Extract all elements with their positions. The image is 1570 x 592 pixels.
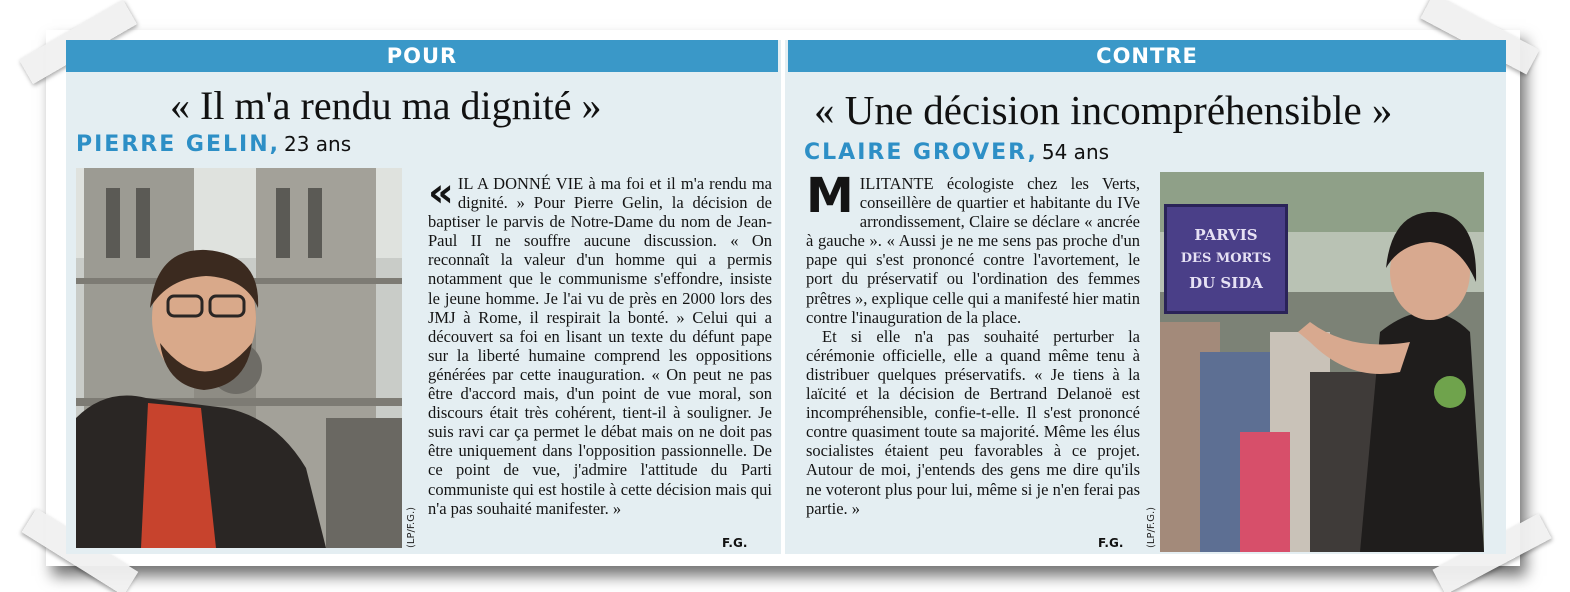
sign-line-2: DES MORTS [1180,251,1272,266]
photo-credit-left: (LP/F.G.) [406,506,417,548]
drop-cap: M [806,168,854,224]
photo-credit-right: (LP/F.G.) [1146,506,1157,548]
headline-left: « Il m'a rendu ma dignité » [170,83,602,128]
paragraph-left-1: IL A DONNÉ VIE à ma foi et il m'a rendu ma dignité. » Pour Pierre Gelin, la décision de baptiser le parvis de Notre-Dame du nom de Jean-Paul II ne souffre aucune discussion. « On reconnaît la valeur d'un homme qui a permis notamment que le communisme s'effondre, insiste le jeune homme. Je l'ai vu de près en 2000 lors des JMJ à Rome, il respirait la bonté. » Celui qui a découvert sa foi en lisant un texte du défunt pape sur la liberté humaine comprend les oppositions générées par cette inauguration. « On peut ne pas être d'accord mais, d'un point de vue moral, son discours était très cohérent, tient-il à souligner. Je suis ravi car ça permet le débat mais on ne doit pas être uniquement dans l'opposition passionnelle. De ce point de vue, j'admire l'attitude du Parti communiste qui est hostile à cette décision mais qui n'a pas souhaité manifester. » [428,174,772,518]
byline-left [76,132,351,157]
sign-line-1: PARVIS [1194,226,1258,244]
person-name-right: CLAIRE GROVER, [804,140,1038,165]
section-label-contre: CONTRE [788,40,1506,72]
signature-right: F.G. [1098,536,1124,550]
person-name-left: PIERRE GELIN, [76,132,280,157]
notre-dame-photo [76,168,402,548]
headline-right: « Une décision incompréhensible » [814,87,1393,133]
column-divider [781,40,785,554]
signature-left: F.G. [722,536,748,550]
section-label-pour: POUR [66,40,778,72]
article-body-left [428,170,772,518]
article-body-right [806,168,1140,518]
opening-quote-mark: « [428,170,454,216]
protest-sign [1164,204,1288,314]
byline-right [804,140,1109,165]
sign-line-3: DU SIDA [1189,274,1263,292]
photo-claire-grover [1160,172,1484,552]
person-age-right: 54 ans [1041,140,1110,164]
newspaper-clipping [66,40,1506,554]
person-age-left: 23 ans [283,132,352,156]
paragraph-right-1: ILITANTE écologiste chez les Verts, conseillère de quartier et habitante du IVe arrondissement, Claire se déclare « ancrée à gauche ». « Aussi je ne me sens pas proche d'un pape qui s'est prononcé contre l'avortement, le port du préservatif ou l'ordination des femmes prêtres », explique celle qui a manifesté hier matin contre l'inauguration de la place. [806,174,1140,327]
photo-pierre-gelin [76,168,402,548]
paragraph-right-2: Et si elle n'a pas souhaité perturber la cérémonie officielle, elle a quand même tenu à distribuer quelques préservatifs. « Je tiens à la laïcité et la décision de Bertrand Delanoë est incompréhensible, confie-t-elle. Il s'est prononcé contre quasiment toute sa majorité. Même les élus socialistes étaient peu favorables à ce projet. Autour de moi, j'entends des gens me dire qu'ils ne voteront plus pour lui, même si je n'en ferai pas partie. » [806,326,1140,518]
